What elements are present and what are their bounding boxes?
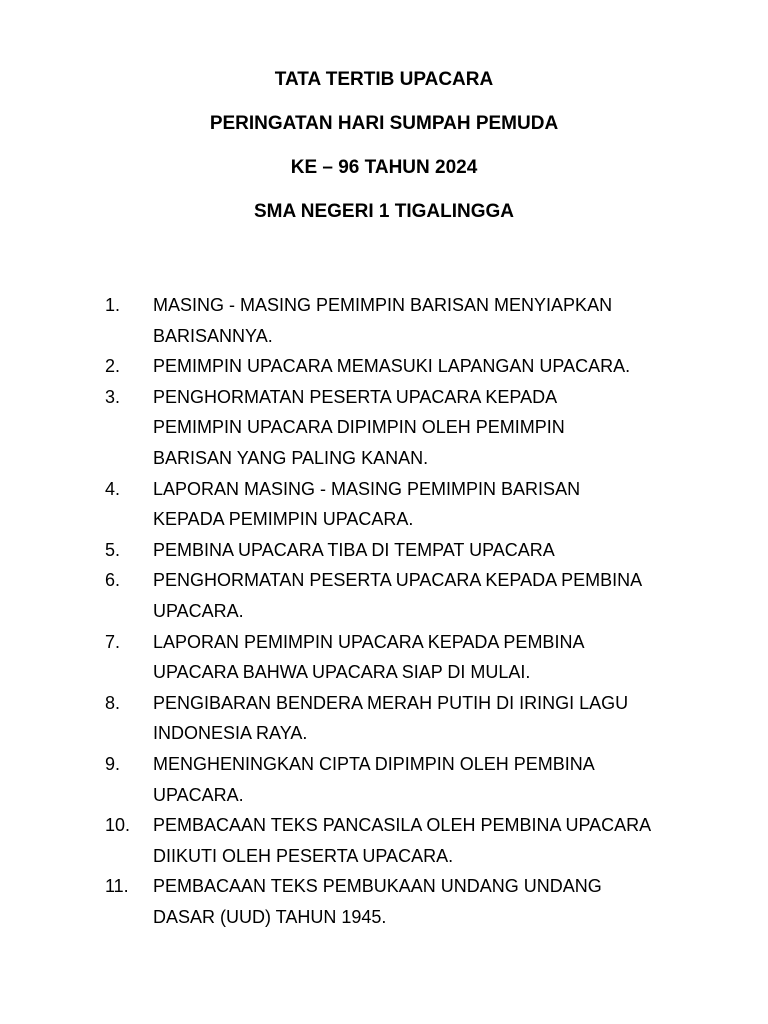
list-item-text: PEMIMPIN UPACARA MEMASUKI LAPANGAN UPACARA. — [153, 356, 631, 377]
list-item-number: 1. — [105, 295, 121, 315]
list-item — [105, 535, 685, 566]
list-item — [105, 290, 685, 351]
list-item-number: 4. — [105, 478, 121, 499]
list-item — [105, 627, 685, 688]
list-item — [105, 871, 685, 932]
list-item-number: 6. — [105, 570, 121, 591]
list-item-number: 10. — [105, 815, 131, 836]
list-item-number: 11. — [105, 876, 129, 897]
list-item-text: PEMBACAAN TEKS PANCASILA OLEH PEMBINA UPACARA DIIKUTI OLEH PESERTA UPACARA. — [153, 815, 652, 866]
ceremony-order-list — [105, 290, 685, 932]
list-item-text: MENGHENINGKAN CIPTA DIPIMPIN OLEH PEMBINA UPACARA. — [153, 753, 595, 805]
list-item — [105, 688, 685, 749]
list-item-number: 2. — [105, 356, 121, 377]
list-item — [105, 810, 685, 871]
list-item-text: PEMBINA UPACARA TIBA DI TEMPAT UPACARA — [153, 539, 555, 560]
list-item-text: PENGIBARAN BENDERA MERAH PUTIH DI IRINGI LAGU INDONESIA RAYA. — [153, 692, 629, 744]
document-title-block — [0, 68, 768, 244]
document-title: TATA TERTIB UPACARA — [274, 69, 494, 90]
list-item-text: LAPORAN MASING - MASING PEMIMPIN BARISAN KEPADA PEMIMPIN UPACARA. — [153, 478, 581, 530]
list-item — [105, 749, 685, 810]
list-item-number: 8. — [105, 692, 121, 713]
list-item-number: 3. — [105, 386, 121, 407]
list-item-text: PENGHORMATAN PESERTA UPACARA KEPADA PEMIMPIN UPACARA DIPIMPIN OLEH PEMIMPIN BARISAN YANG PALING KANAN. — [153, 386, 565, 468]
document-edition: KE – 96 TAHUN 2024 — [290, 157, 478, 178]
list-item — [105, 565, 685, 626]
list-item-text: MASING - MASING PEMIMPIN BARISAN MENYIAPKAN BARISANNYA. — [153, 295, 613, 346]
list-item-text: PENGHORMATAN PESERTA UPACARA KEPADA PEMBINA UPACARA. — [153, 570, 643, 621]
list-item-text: PEMBACAAN TEKS PEMBUKAAN UNDANG UNDANG DASAR (UUD) TAHUN 1945. — [153, 876, 602, 927]
document-subtitle: PERINGATAN HARI SUMPAH PEMUDA — [209, 113, 559, 134]
list-item-number: 5. — [105, 539, 121, 560]
list-item-text: LAPORAN PEMIMPIN UPACARA KEPADA PEMBINA UPACARA BAHWA UPACARA SIAP DI MULAI. — [153, 631, 585, 683]
list-item-number: 9. — [105, 753, 121, 774]
list-item — [105, 382, 685, 474]
school-name: SMA NEGERI 1 TIGALINGGA — [253, 201, 515, 222]
list-item — [105, 474, 685, 535]
list-item — [105, 351, 685, 382]
list-item-number: 7. — [105, 631, 121, 652]
